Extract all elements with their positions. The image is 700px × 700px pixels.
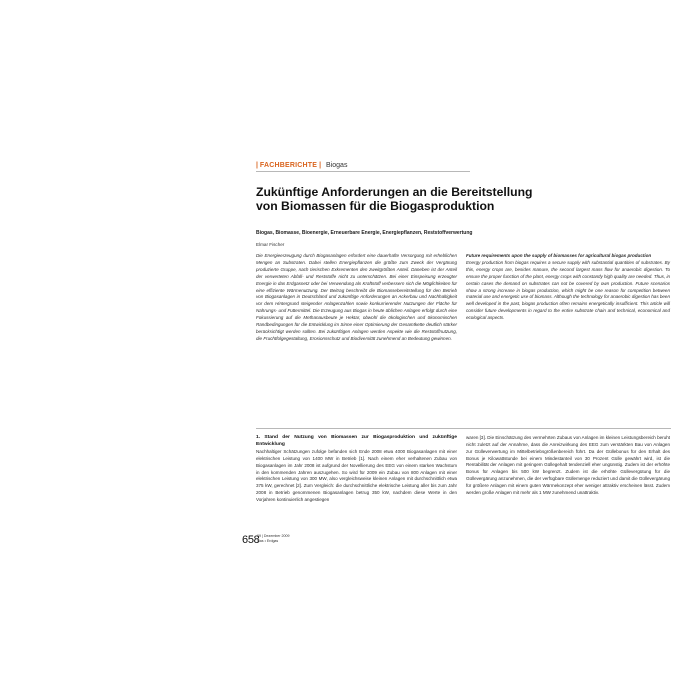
author: Elmar Fischer	[256, 242, 285, 247]
header-rule	[256, 171, 470, 172]
page-number: 658	[242, 534, 260, 546]
keywords: Biogas, Biomasse, Bioenergie, Erneuerbare Energie, Energiepflanzen, Reststoffverwertung	[256, 230, 473, 236]
header-bar: |	[256, 162, 258, 169]
abstract-en-text: Energy production from biogas requires a secure supply with substantial quantities of substrates. By this, energy crops are, besides manure, the second largest mass flow for anaerobic digestion. To ensure the proper function of the plant, energy crops with constantly high quality are needed. Thus, in certain cases the demand on substrates can not be covered by own production. Future scenarios show a strong increase in biogas production, which might be one reason for competition between material use and energetic use of biomass. Although the technology for anaerobic digestion has been well developed in the past, biogas production often remains energetically insufficient. This article will consider future developments in regard to the entire substrate chain and technical, economical and ecological aspects.	[466, 259, 670, 321]
section1-col2: waren [3]. Die Einschätzung des vermehrten Zubaus von Anlagen im kleinen Leistungsbereich beruht nicht zuletzt auf der Annahme, dass die Anreizwirkung des EEG zum verstärkten Bau von Anlagen zur Gülleverwertung im Mittelbetriebsgrößenbereich führt. Da der Güllebonus für den Erhalt des Bonus je Kilowattstunde bei einem Mindestanteil von 30 Prozent Gülle gewährt wird, ist die Rentabilität der Anlagen mit geringem Güllegehalt tendenziell eher ungünstig. Zudem ist der erhöhte Bonus für Anlagen bis 500 kW begrenzt. Zudem ist die erhöhte Güllevergütung für die Güllevergärung anzunehmen, die der verfügbare Güllemenge reduziert und damit die Güllevergärung für größere Anlagen mit einem guten Wärmekonzept eher weniger attraktiv erscheinen lässt. Zudem werden große Anlagen mit mehr als 1 MW zunehmend unattraktiv.	[466, 435, 670, 495]
section1-col1	[256, 435, 457, 504]
header-bar-2: |	[319, 162, 322, 169]
section-label: FACHBERICHTE	[259, 162, 318, 169]
journal-info: 09 | Dezember 2009 Gas • Erdgas	[257, 534, 290, 543]
topic-label: Biogas	[326, 162, 348, 169]
abstract-en	[466, 253, 670, 322]
section-rule	[256, 428, 671, 429]
abstract-de: Die Energieerzeugung durch Biogasanlagen erfordert eine dauerhafte Versorgung mit erheblichen Mengen an Substraten. Dabei stellen Energiepflanzen die größte zum Zweck der Vergärung produzierte Gruppe, nach tierischen Exkrementen den zweitgrößten Anteil. Daneben ist der Anteil der verwerteten Abfall- und Reststoffe nicht zu unterschätzen. Bei einer Einspeisung erzeugter Energie in das Erdgasnetz oder bei Verwendung als Kraftstoff verbessern sich die Möglichkeiten für eine effiziente Wärmenutzung. Der Beitrag beschreibt die Biomassebereitstellung für den Betrieb von Biogasanlagen in Deutschland und zukünftige Anforderungen an Ackerbau und Nachhaltigkeit vor dem Hintergrund steigender Anlagenzahlen sowie konkurrierender Nutzungen der Fläche für Nahrungs- und Futtermittel. Die Erzeugung aus Biogas in heute üblichen Anlagen erfolgt durch eine Fokussierung auf die Methanausbeute je Hektar, obwohl die ökologischen und ökonomischen Randbedingungen für die Entwicklung im Sinne einer Optimierung der Gesamtkette deutlich stärker berücksichtigt werden sollten. Bei zukünftigen Anlagen werden Aspekte wie die Reststoffnutzung, die Fruchtfolgegestaltung, Erosionsschutz und Biodiversität zunehmend an Bedeutung gewinnen.	[256, 253, 457, 341]
abstract-en-heading: Future requirements upon the supply of biomasses for agricultural biogas production	[466, 253, 652, 258]
section1-text-col1: Nachhaltiger Schätzungen zufolge befanden sich Ende 2008 etwa 4000 Biogasanlagen mit einer elektrischen Leistung von 1400 MW in Betrieb [1]. Nach einem eher verhaltenen Zubau von Biogasanlagen im Jahr 2008 ist aufgrund der Novellierung des EEG von einem starken Wachstum in den kommenden Jahren auszugehen. So wird für 2009 ein Zubau von 800 Anlagen mit einer elektrischen Leistung von 300 MW, also vergleichsweise kleinen Anlagen mit durchschnittlich etwa 375 kW, gerechnet [2]. Zum Vergleich: die durchschnittliche elektrische Leistung aller bis zum Jahr 2008 in Betrieb genommenen Biogasanlagen betrug 350 kW, nachdem diese Werte in den Vorjahren kontinuierlich angestiegen	[256, 449, 457, 502]
article-title: Zukünftige Anforderungen an die Bereitstellung von Biomassen für die Biogasproduktion	[256, 185, 533, 213]
section-header	[256, 161, 347, 170]
section-heading: 1. Stand der Nutzung von Biomassen zur Biogasproduktion und zukünftige Entwicklung	[256, 435, 457, 447]
